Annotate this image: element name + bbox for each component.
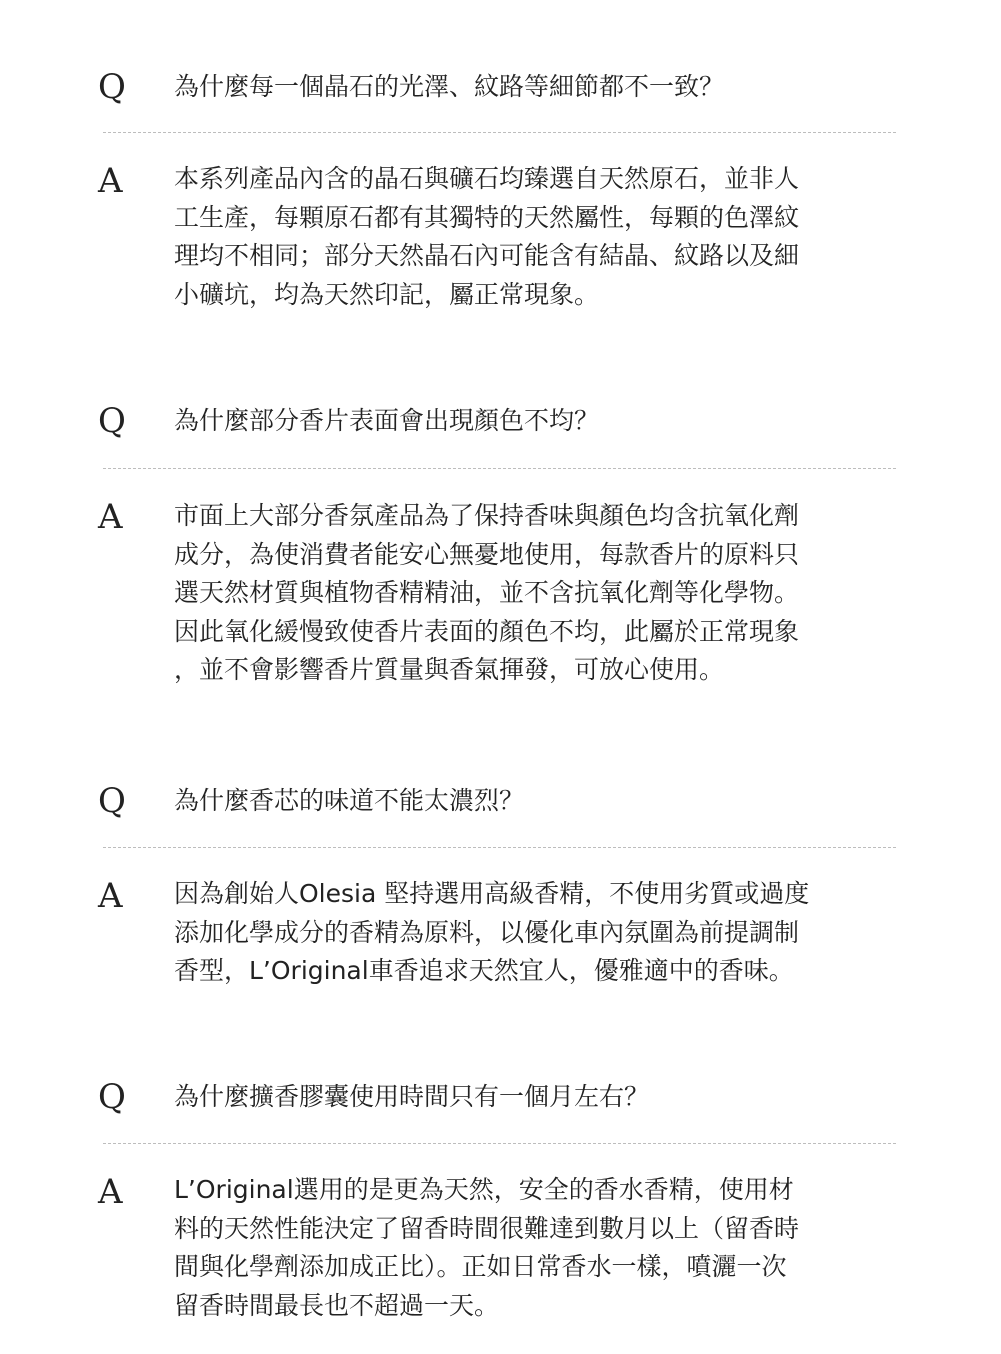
answer-marker: A <box>98 876 123 916</box>
answer-marker: A <box>98 1172 123 1212</box>
answer-line: 選天然材質與植物香精精油，並不含抗氧化劑等化學物。 <box>174 578 800 607</box>
question-marker: Q <box>98 1077 126 1117</box>
answer-line: 理均不相同；部分天然晶石內可能含有結晶、紋路以及細 <box>174 241 800 270</box>
answer-line: 本系列產品內含的晶石與礦石均臻選自天然原石，並非人 <box>174 164 800 193</box>
question-marker: Q <box>98 67 126 107</box>
answer-line: L’Original選用的是更為天然，安全的香水香精，使用材 <box>174 1175 794 1204</box>
answer-line: 因此氧化緩慢致使香片表面的顏色不均，此屬於正常現象 <box>174 616 800 646</box>
answer-line: 市面上大部分香氛產品為了保持香味與顏色均含抗氧化劑 <box>174 501 800 530</box>
question-text: 為什麼擴香膠囊使用時間只有一個月左右？ <box>174 1082 650 1111</box>
answer-line: 間與化學劑添加成正比）。正如日常香水一樣，噴灑一次 <box>174 1252 787 1281</box>
answer-line: 留香時間最長也不超過一天。 <box>174 1290 500 1320</box>
answer-line: ，並不會影響香片質量與香氣揮發，可放心使用。 <box>174 655 725 684</box>
answer-line: 添加化學成分的香精為原料，以優化車內氛圍為前提調制 <box>174 917 800 947</box>
dashed-divider <box>103 1143 896 1144</box>
dashed-divider <box>103 468 896 469</box>
answer-line: 香型，L’Original車香追求天然宜人，優雅適中的香味。 <box>174 956 794 985</box>
dashed-divider <box>103 132 896 133</box>
answer-line: 料的天然性能決定了留香時間很難達到數月以上（留香時 <box>174 1213 800 1243</box>
answer-text <box>174 160 890 314</box>
answer-line: 工生產，每顆原石都有其獨特的天然屬性，每顆的色澤紋 <box>174 202 800 232</box>
answer-marker: A <box>98 497 123 537</box>
question-text: 為什麼每一個晶石的光澤、紋路等細節都不一致？ <box>174 72 725 101</box>
answer-line: 因為創始人Olesia 堅持選用高級香精，不使用劣質或過度 <box>174 879 810 908</box>
answer-text <box>174 497 890 690</box>
dashed-divider <box>103 847 896 848</box>
answer-line: 小礦坑，均為天然印記，屬正常現象。 <box>174 279 600 309</box>
answer-line: 成分，為使消費者能安心無憂地使用，每款香片的原料只 <box>174 539 800 569</box>
answer-marker: A <box>98 161 123 201</box>
question-text: 為什麼部分香片表面會出現顏色不均？ <box>174 406 600 435</box>
question-marker: Q <box>98 781 126 821</box>
answer-text <box>174 1171 890 1325</box>
question-marker: Q <box>98 401 126 441</box>
answer-text <box>174 875 890 991</box>
question-text: 為什麼香芯的味道不能太濃烈？ <box>174 786 525 815</box>
